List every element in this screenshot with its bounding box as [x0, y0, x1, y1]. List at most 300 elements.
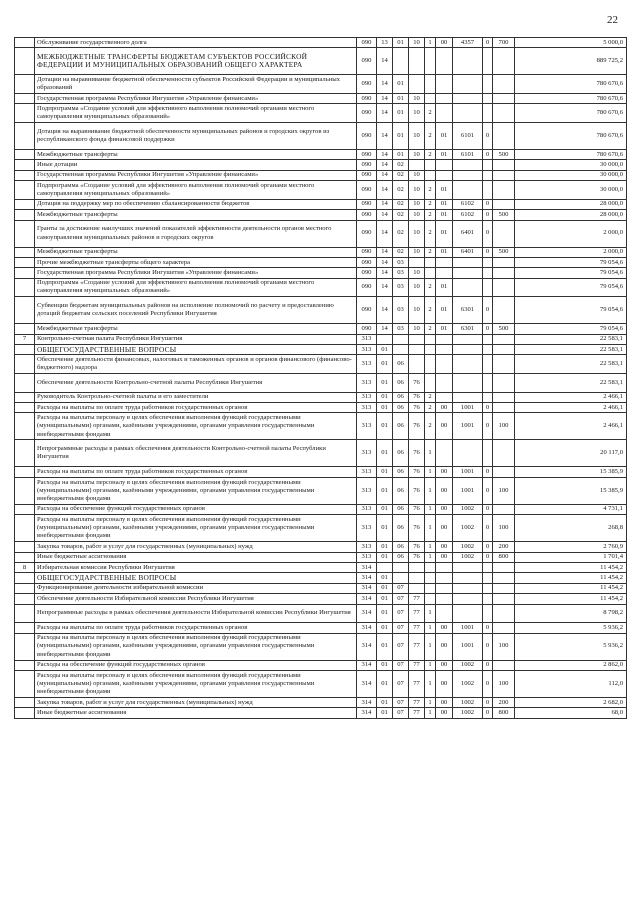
row-code-cell: 01 [377, 440, 393, 467]
row-code-cell: 14 [377, 268, 393, 278]
row-code-cell: 10 [409, 104, 425, 123]
row-code-cell [483, 170, 493, 180]
row-code-cell: 090 [357, 278, 377, 297]
row-code-cell: 2 [425, 149, 436, 159]
row-code-cell: 0 [483, 220, 493, 247]
row-code-cell [493, 297, 515, 324]
row-code-cell: 090 [357, 38, 377, 48]
row-code-cell [493, 345, 515, 355]
row-code-cell [15, 210, 35, 220]
row-sum-cell: 28 000,0 [515, 199, 627, 209]
row-code-cell: 090 [357, 181, 377, 200]
row-code-cell: 090 [357, 93, 377, 103]
row-code-cell: 00 [436, 467, 453, 477]
row-name-cell: Избирательная комиссия Республики Ингушетия [35, 562, 357, 572]
row-code-cell [15, 75, 35, 94]
row-code-cell: 1 [425, 697, 436, 707]
row-code-cell [453, 278, 483, 297]
row-code-cell: 01 [377, 573, 393, 583]
row-code-cell [425, 268, 436, 278]
row-code-cell: 314 [357, 660, 377, 670]
row-code-cell: 1 [425, 623, 436, 633]
row-sum-cell: 22 583,1 [515, 345, 627, 355]
row-code-cell: 14 [377, 199, 393, 209]
row-code-cell [493, 573, 515, 583]
row-code-cell: 01 [436, 297, 453, 324]
row-code-cell [15, 504, 35, 514]
row-code-cell: 0 [483, 504, 493, 514]
row-code-cell: 01 [377, 515, 393, 542]
row-code-cell [15, 670, 35, 697]
row-sum-cell: 780 670,6 [515, 75, 627, 94]
row-code-cell [493, 220, 515, 247]
row-code-cell: 1001 [453, 467, 483, 477]
row-code-cell: 01 [436, 149, 453, 159]
table-row [15, 324, 627, 334]
row-code-cell: 1001 [453, 477, 483, 504]
row-name-cell: Прочие межбюджетные трансферты общего характера [35, 257, 357, 267]
row-code-cell [483, 268, 493, 278]
row-code-cell: 14 [377, 93, 393, 103]
row-code-cell: 0 [483, 477, 493, 504]
row-code-cell [436, 562, 453, 572]
row-code-cell [453, 604, 483, 623]
row-code-cell [393, 345, 409, 355]
row-sum-cell: 2 760,9 [515, 542, 627, 552]
row-code-cell [493, 392, 515, 402]
row-code-cell: 0 [483, 708, 493, 718]
row-code-cell: 10 [409, 122, 425, 149]
row-code-cell [483, 604, 493, 623]
row-code-cell: 00 [436, 413, 453, 440]
row-code-cell [493, 604, 515, 623]
row-code-cell: 02 [393, 199, 409, 209]
row-sum-cell: 11 454,2 [515, 583, 627, 593]
row-code-cell [453, 160, 483, 170]
row-code-cell: 06 [393, 515, 409, 542]
table-row [15, 48, 627, 75]
table-row [15, 562, 627, 572]
row-code-cell: 01 [377, 660, 393, 670]
row-code-cell: 07 [393, 623, 409, 633]
row-code-cell: 06 [393, 355, 409, 374]
row-code-cell: 06 [393, 477, 409, 504]
row-sum-cell: 20 117,0 [515, 440, 627, 467]
table-row [15, 268, 627, 278]
row-code-cell: 00 [436, 623, 453, 633]
row-code-cell [436, 334, 453, 344]
row-code-cell: 1002 [453, 542, 483, 552]
row-code-cell [493, 623, 515, 633]
row-code-cell: 14 [377, 324, 393, 334]
row-code-cell: 090 [357, 220, 377, 247]
row-sum-cell: 28 000,0 [515, 210, 627, 220]
row-code-cell: 76 [409, 374, 425, 393]
row-code-cell [15, 552, 35, 562]
row-code-cell: 06 [393, 440, 409, 467]
row-code-cell: 0 [483, 38, 493, 48]
row-code-cell [483, 345, 493, 355]
row-name-cell: Иные бюджетные ассигнования [35, 552, 357, 562]
row-code-cell: 314 [357, 583, 377, 593]
row-code-cell [15, 660, 35, 670]
row-code-cell: 314 [357, 623, 377, 633]
row-code-cell: 00 [436, 38, 453, 48]
row-code-cell: 500 [493, 149, 515, 159]
table-row [15, 594, 627, 604]
row-code-cell: 1002 [453, 708, 483, 718]
row-code-cell: 2 [425, 324, 436, 334]
table-row [15, 542, 627, 552]
row-code-cell: 13 [377, 38, 393, 48]
row-code-cell [493, 660, 515, 670]
row-name-cell: Межбюджетные трансферты [35, 149, 357, 159]
row-code-cell [453, 355, 483, 374]
row-code-cell: 8 [15, 562, 35, 572]
row-sum-cell: 11 454,2 [515, 594, 627, 604]
row-code-cell: 03 [393, 268, 409, 278]
row-code-cell [15, 623, 35, 633]
row-code-cell: 01 [377, 355, 393, 374]
row-name-cell: Расходы на выплаты персоналу в целях обеспечения выполнения функций государственными (муниципальными) органами, казёнными учреждениями, органами управления государственными внебюджетными фондами [35, 413, 357, 440]
row-code-cell [15, 573, 35, 583]
row-code-cell [493, 403, 515, 413]
row-code-cell: 800 [493, 552, 515, 562]
row-code-cell: 07 [393, 660, 409, 670]
row-name-cell: Субвенции бюджетам муниципальных районов на исполнение полномочий по расчету и предоставлению дотаций бюджетам сельских поселений Республики Ингушетия [35, 297, 357, 324]
row-name-cell: Расходы на обеспечение функций государственных органов [35, 504, 357, 514]
row-code-cell: 0 [483, 670, 493, 697]
row-code-cell [453, 181, 483, 200]
row-code-cell: 1002 [453, 660, 483, 670]
row-code-cell [393, 573, 409, 583]
row-code-cell: 14 [377, 149, 393, 159]
table-row [15, 93, 627, 103]
row-code-cell: 0 [483, 297, 493, 324]
row-code-cell [15, 440, 35, 467]
row-code-cell: 00 [436, 504, 453, 514]
row-sum-cell: 8 798,2 [515, 604, 627, 623]
row-code-cell: 02 [393, 247, 409, 257]
row-name-cell: Расходы на выплаты персоналу в целях обеспечения выполнения функций государственными (муниципальными) органами, казёнными учреждениями, органами управления государственными внебюджетными фондами [35, 477, 357, 504]
row-code-cell [436, 345, 453, 355]
row-code-cell: 01 [377, 392, 393, 402]
row-code-cell: 10 [409, 297, 425, 324]
row-code-cell: 1001 [453, 413, 483, 440]
page-number: 22 [607, 14, 618, 26]
row-code-cell: 2 [425, 297, 436, 324]
row-code-cell [15, 199, 35, 209]
row-code-cell [436, 75, 453, 94]
row-code-cell: 0 [483, 552, 493, 562]
row-code-cell [15, 542, 35, 552]
table-row [15, 149, 627, 159]
table-row [15, 573, 627, 583]
row-code-cell: 01 [377, 477, 393, 504]
row-sum-cell: 4 731,1 [515, 504, 627, 514]
table-row [15, 440, 627, 467]
row-code-cell [409, 334, 425, 344]
row-code-cell: 500 [493, 324, 515, 334]
row-sum-cell: 889 725,2 [515, 48, 627, 75]
row-code-cell: 090 [357, 160, 377, 170]
table-row [15, 334, 627, 344]
row-name-cell: Расходы на выплаты персоналу в целях обеспечения выполнения функций государственными (муниципальными) органами, казёнными учреждениями, органами управления государственными внебюджетными фондами [35, 633, 357, 660]
row-sum-cell: 780 670,6 [515, 122, 627, 149]
row-code-cell: 14 [377, 278, 393, 297]
row-code-cell [493, 334, 515, 344]
row-sum-cell: 5 000,0 [515, 38, 627, 48]
row-code-cell [453, 257, 483, 267]
row-code-cell [436, 573, 453, 583]
table-row [15, 552, 627, 562]
row-code-cell: 77 [409, 708, 425, 718]
row-sum-cell: 5 936,2 [515, 623, 627, 633]
row-code-cell: 1 [425, 504, 436, 514]
row-code-cell: 01 [393, 122, 409, 149]
row-code-cell [453, 268, 483, 278]
row-name-cell: Подпрограмма «Создание условий для эффективного выполнения полномочий органами местного самоуправления муниципальных образований» [35, 104, 357, 123]
row-code-cell: 14 [377, 210, 393, 220]
row-code-cell: 100 [493, 413, 515, 440]
row-code-cell [436, 93, 453, 103]
row-code-cell: 10 [409, 38, 425, 48]
row-code-cell [493, 257, 515, 267]
table-row [15, 467, 627, 477]
row-name-cell: Подпрограмма «Создание условий для эффективного выполнения полномочий органами местного самоуправления муниципальных образований» [35, 278, 357, 297]
row-code-cell: 03 [393, 257, 409, 267]
row-code-cell: 313 [357, 392, 377, 402]
row-code-cell: 01 [377, 413, 393, 440]
row-code-cell: 1 [425, 604, 436, 623]
row-code-cell [453, 93, 483, 103]
row-code-cell [15, 257, 35, 267]
row-code-cell: 090 [357, 257, 377, 267]
row-sum-cell: 22 583,1 [515, 334, 627, 344]
row-name-cell: Обслуживание государственного долга [35, 38, 357, 48]
table-row [15, 660, 627, 670]
row-code-cell: 314 [357, 594, 377, 604]
row-code-cell [436, 374, 453, 393]
row-code-cell: 03 [393, 278, 409, 297]
table-row [15, 199, 627, 209]
row-sum-cell: 780 670,6 [515, 93, 627, 103]
row-code-cell: 313 [357, 355, 377, 374]
table-row [15, 181, 627, 200]
row-code-cell: 00 [436, 697, 453, 707]
row-sum-cell: 79 054,6 [515, 278, 627, 297]
row-code-cell: 313 [357, 467, 377, 477]
row-code-cell [483, 93, 493, 103]
row-code-cell: 10 [409, 93, 425, 103]
row-sum-cell: 68,0 [515, 708, 627, 718]
row-code-cell [493, 122, 515, 149]
row-sum-cell: 79 054,6 [515, 257, 627, 267]
table-row [15, 515, 627, 542]
row-code-cell [15, 345, 35, 355]
table-row [15, 697, 627, 707]
row-code-cell [15, 413, 35, 440]
row-code-cell [436, 160, 453, 170]
row-code-cell: 00 [436, 660, 453, 670]
row-code-cell: 00 [436, 403, 453, 413]
row-code-cell [453, 104, 483, 123]
row-code-cell [436, 268, 453, 278]
row-code-cell: 1 [425, 477, 436, 504]
row-code-cell: 313 [357, 413, 377, 440]
row-code-cell [493, 594, 515, 604]
row-code-cell [409, 48, 425, 75]
row-code-cell: 100 [493, 633, 515, 660]
row-code-cell: 10 [409, 181, 425, 200]
row-code-cell: 01 [377, 633, 393, 660]
row-code-cell: 14 [377, 297, 393, 324]
row-name-cell: Расходы на выплаты по оплате труда работников государственных органов [35, 623, 357, 633]
row-code-cell: 14 [377, 48, 393, 75]
row-code-cell: 200 [493, 542, 515, 552]
row-sum-cell: 2 000,0 [515, 247, 627, 257]
row-code-cell [493, 170, 515, 180]
row-code-cell: 07 [393, 670, 409, 697]
row-code-cell: 0 [483, 467, 493, 477]
row-code-cell: 03 [393, 324, 409, 334]
row-code-cell [425, 93, 436, 103]
row-code-cell [453, 170, 483, 180]
row-code-cell: 77 [409, 633, 425, 660]
row-code-cell [436, 104, 453, 123]
row-code-cell: 6401 [453, 220, 483, 247]
row-code-cell: 2 [425, 413, 436, 440]
row-code-cell [15, 122, 35, 149]
row-code-cell: 313 [357, 403, 377, 413]
row-code-cell: 0 [483, 633, 493, 660]
row-code-cell: 77 [409, 604, 425, 623]
row-sum-cell: 2 466,1 [515, 413, 627, 440]
row-name-cell: Дотация на выравнивание бюджетной обеспеченности муниципальных районов и городских округов из республиканского фонда финансовой поддержки [35, 122, 357, 149]
row-code-cell [483, 257, 493, 267]
row-code-cell: 314 [357, 573, 377, 583]
row-code-cell: 06 [393, 467, 409, 477]
row-code-cell [15, 160, 35, 170]
row-code-cell [453, 334, 483, 344]
row-code-cell: 1002 [453, 504, 483, 514]
row-code-cell: 6301 [453, 297, 483, 324]
row-code-cell: 76 [409, 542, 425, 552]
row-code-cell: 07 [393, 697, 409, 707]
row-code-cell: 00 [436, 542, 453, 552]
row-code-cell: 76 [409, 440, 425, 467]
row-code-cell: 14 [377, 170, 393, 180]
row-code-cell: 00 [436, 670, 453, 697]
row-code-cell: 02 [393, 210, 409, 220]
row-code-cell: 06 [393, 392, 409, 402]
row-code-cell [493, 355, 515, 374]
row-code-cell: 090 [357, 268, 377, 278]
row-code-cell [453, 594, 483, 604]
row-code-cell: 6102 [453, 210, 483, 220]
row-name-cell: Закупка товаров, работ и услуг для государственных (муниципальных) нужд [35, 697, 357, 707]
row-code-cell: 2 [425, 220, 436, 247]
row-sum-cell: 30 000,0 [515, 170, 627, 180]
table-row [15, 278, 627, 297]
row-sum-cell: 15 385,9 [515, 467, 627, 477]
row-code-cell: 06 [393, 403, 409, 413]
row-sum-cell: 30 000,0 [515, 160, 627, 170]
table-row [15, 392, 627, 402]
row-code-cell: 76 [409, 403, 425, 413]
row-sum-cell: 2 466,1 [515, 392, 627, 402]
row-name-cell: ОБЩЕГОСУДАРСТВЕННЫЕ ВОПРОСЫ [35, 573, 357, 583]
row-code-cell: 06 [393, 542, 409, 552]
row-code-cell: 1 [425, 660, 436, 670]
row-code-cell: 00 [436, 515, 453, 542]
row-code-cell: 0 [483, 149, 493, 159]
row-sum-cell: 1 701,4 [515, 552, 627, 562]
row-code-cell: 10 [409, 324, 425, 334]
row-code-cell: 76 [409, 477, 425, 504]
table-row [15, 38, 627, 48]
row-name-cell: Непрограммные расходы в рамках обеспечения деятельности Избирательной комиссии Республики Ингушетия [35, 604, 357, 623]
row-code-cell: 01 [377, 403, 393, 413]
row-code-cell: 01 [393, 104, 409, 123]
row-name-cell: Обеспечение деятельности Избирательной комиссии Республики Ингушетия [35, 594, 357, 604]
table-row [15, 247, 627, 257]
row-code-cell: 02 [393, 170, 409, 180]
row-code-cell [493, 181, 515, 200]
row-code-cell [425, 48, 436, 75]
row-code-cell [15, 268, 35, 278]
row-code-cell: 1002 [453, 670, 483, 697]
row-code-cell: 77 [409, 623, 425, 633]
row-code-cell [493, 75, 515, 94]
row-code-cell: 14 [377, 257, 393, 267]
row-code-cell: 01 [377, 594, 393, 604]
row-code-cell: 6102 [453, 199, 483, 209]
row-name-cell: Межбюджетные трансферты [35, 324, 357, 334]
budget-table [14, 37, 627, 719]
row-code-cell [377, 562, 393, 572]
row-code-cell: 0 [483, 247, 493, 257]
row-name-cell: Расходы на выплаты по оплате труда работников государственных органов [35, 467, 357, 477]
row-code-cell: 77 [409, 594, 425, 604]
row-code-cell [15, 697, 35, 707]
row-name-cell: Расходы на выплаты персоналу в целях обеспечения выполнения функций государственными (муниципальными) органами, казёнными учреждениями, органами управления государственными внебюджетными фондами [35, 670, 357, 697]
row-code-cell [493, 467, 515, 477]
table-row [15, 297, 627, 324]
row-name-cell: Межбюджетные трансферты [35, 210, 357, 220]
row-code-cell [377, 334, 393, 344]
row-code-cell: 100 [493, 515, 515, 542]
row-code-cell: 1002 [453, 515, 483, 542]
table-row [15, 670, 627, 697]
row-code-cell [453, 573, 483, 583]
row-code-cell [453, 374, 483, 393]
row-code-cell [425, 345, 436, 355]
row-code-cell [15, 181, 35, 200]
row-code-cell [483, 48, 493, 75]
row-name-cell: Иные бюджетные ассигнования [35, 708, 357, 718]
row-name-cell: Руководитель Контрольно-счетной палаты и его заместители [35, 392, 357, 402]
row-code-cell: 0 [483, 324, 493, 334]
table-row [15, 220, 627, 247]
table-row [15, 170, 627, 180]
row-code-cell [436, 583, 453, 593]
row-code-cell: 090 [357, 210, 377, 220]
row-code-cell [409, 345, 425, 355]
row-code-cell: 01 [377, 670, 393, 697]
row-code-cell: 01 [436, 199, 453, 209]
row-code-cell: 76 [409, 504, 425, 514]
